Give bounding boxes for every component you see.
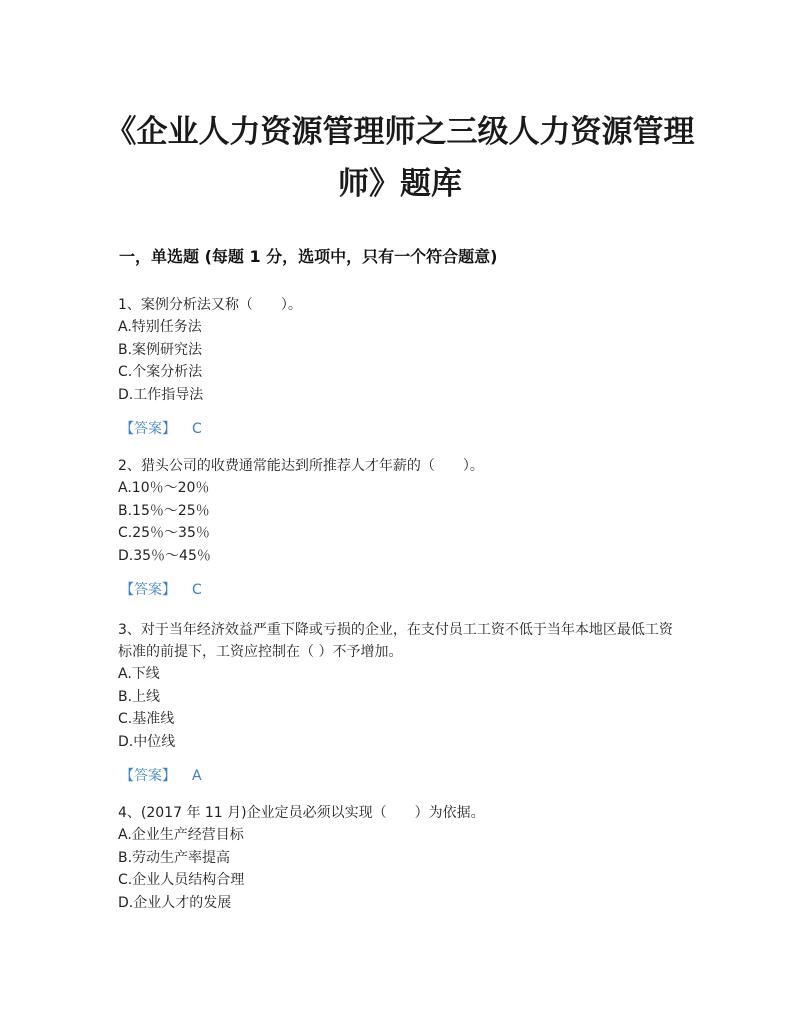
answer-value: A (192, 768, 202, 784)
option-b: B.劳动生产率提高 (118, 849, 231, 866)
option-d: D.35％～45％ (118, 547, 211, 564)
answer-line (118, 579, 678, 601)
question-2 (118, 455, 678, 601)
option-d: D.工作指导法 (118, 386, 204, 403)
question-stem: 3、对于当年经济效益严重下降或亏损的企业，在支付员工工资不低于当年本地区最低工资标准的前提下，工资应控制在（ ）不予增加。 (118, 622, 673, 660)
option-c: C.基准线 (118, 711, 175, 727)
answer-label: 【答案】 (120, 582, 176, 598)
answer-line (118, 418, 678, 440)
option-a: A.企业生产经营目标 (118, 827, 244, 843)
option-b: B.案例研究法 (118, 341, 203, 358)
question-3 (118, 619, 678, 787)
answer-label: 【答案】 (120, 768, 176, 784)
option-d: D.中位线 (118, 733, 176, 750)
answer-value: C (192, 582, 202, 598)
option-a: A.特别任务法 (118, 319, 202, 335)
section-heading: 一，单选题 (每题 1 分，选项中，只有一个符合题意) (119, 247, 498, 266)
option-d: D.企业人才的发展 (118, 894, 232, 911)
option-c: C.25％～35％ (118, 525, 210, 541)
question-stem: 4、(2017 年 11 月)企业定员必须以实现（ ）为依据。 (118, 805, 485, 821)
option-a: A.下线 (118, 666, 160, 682)
answer-value: C (192, 421, 202, 437)
option-b: B.上线 (118, 688, 161, 705)
question-4 (118, 802, 678, 914)
answer-label: 【答案】 (120, 421, 176, 437)
option-c: C.企业人员结构合理 (118, 872, 245, 888)
answer-line (118, 765, 678, 787)
option-a: A.10％～20％ (118, 480, 210, 496)
question-stem: 1、案例分析法又称（ ）。 (118, 297, 302, 313)
document-title: 《企业人力资源管理师之三级人力资源管理师》题库 (105, 114, 695, 202)
question-stem: 2、猎头公司的收费通常能达到所推荐人才年薪的（ ）。 (118, 458, 484, 474)
question-1 (118, 294, 678, 440)
option-b: B.15％～25％ (118, 502, 210, 519)
option-c: C.个案分析法 (118, 364, 203, 380)
